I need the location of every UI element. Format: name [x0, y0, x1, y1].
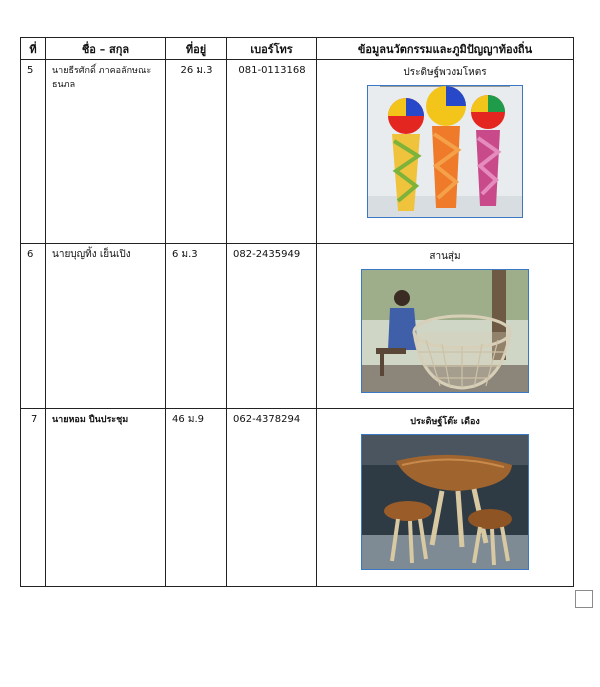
wooden-furniture-photo — [361, 434, 529, 570]
table-row — [21, 60, 574, 244]
person-name: นายหอม ปืนประชุม — [52, 415, 129, 425]
cell-phone — [227, 244, 317, 409]
cell-name — [46, 60, 166, 244]
cell-knowledge — [317, 60, 574, 244]
row-number: 5 — [27, 65, 34, 76]
cell-address — [166, 409, 227, 587]
cell-name — [46, 409, 166, 587]
header-address: ที่อยู่ — [166, 38, 227, 60]
phone-number: 081-0113168 — [238, 65, 306, 76]
cell-knowledge — [317, 409, 574, 587]
cell-name — [46, 244, 166, 409]
table-header-row — [21, 38, 574, 60]
header-phone: เบอร์โทร — [227, 38, 317, 60]
cell-address — [166, 60, 227, 244]
cell-phone — [227, 409, 317, 587]
address: 6 ม.3 — [172, 249, 198, 260]
address: 26 ม.3 — [180, 65, 213, 76]
cell-phone — [227, 60, 317, 244]
phone-number: 082-2435949 — [233, 249, 301, 260]
header-name: ชื่อ – สกุล — [46, 38, 166, 60]
table-row — [21, 409, 574, 587]
cell-no — [21, 244, 46, 409]
knowledge-title: สานสุ่ม — [429, 251, 461, 262]
row-number: 6 — [27, 249, 34, 260]
header-knowledge: ข้อมูลนวัตกรรมและภูมิปัญญาท้องถิ่น — [317, 38, 574, 60]
phone-number: 062-4378294 — [233, 414, 301, 425]
cell-address — [166, 244, 227, 409]
person-name: นายธีรศักดิ์ ภาคอลักษณะ ธนภล — [52, 66, 152, 90]
knowledge-title: ประดิษฐ์พวงมโหตร — [403, 67, 487, 78]
cell-no — [21, 60, 46, 244]
page-corner-box — [575, 590, 593, 608]
paper-garland-photo — [367, 85, 523, 218]
address: 46 ม.9 — [172, 414, 205, 425]
row-number: 7 — [31, 414, 38, 425]
cell-no — [21, 409, 46, 587]
table-row — [21, 244, 574, 409]
header-no: ที่ — [21, 38, 46, 60]
person-name: นายบุญทิ้ง เย็นเปิง — [52, 249, 131, 260]
cell-knowledge — [317, 244, 574, 409]
knowledge-title: ประดิษฐ์โต๊ะ เดือง — [410, 417, 480, 427]
innovation-table — [20, 37, 574, 587]
basket-weaving-photo — [361, 269, 529, 393]
